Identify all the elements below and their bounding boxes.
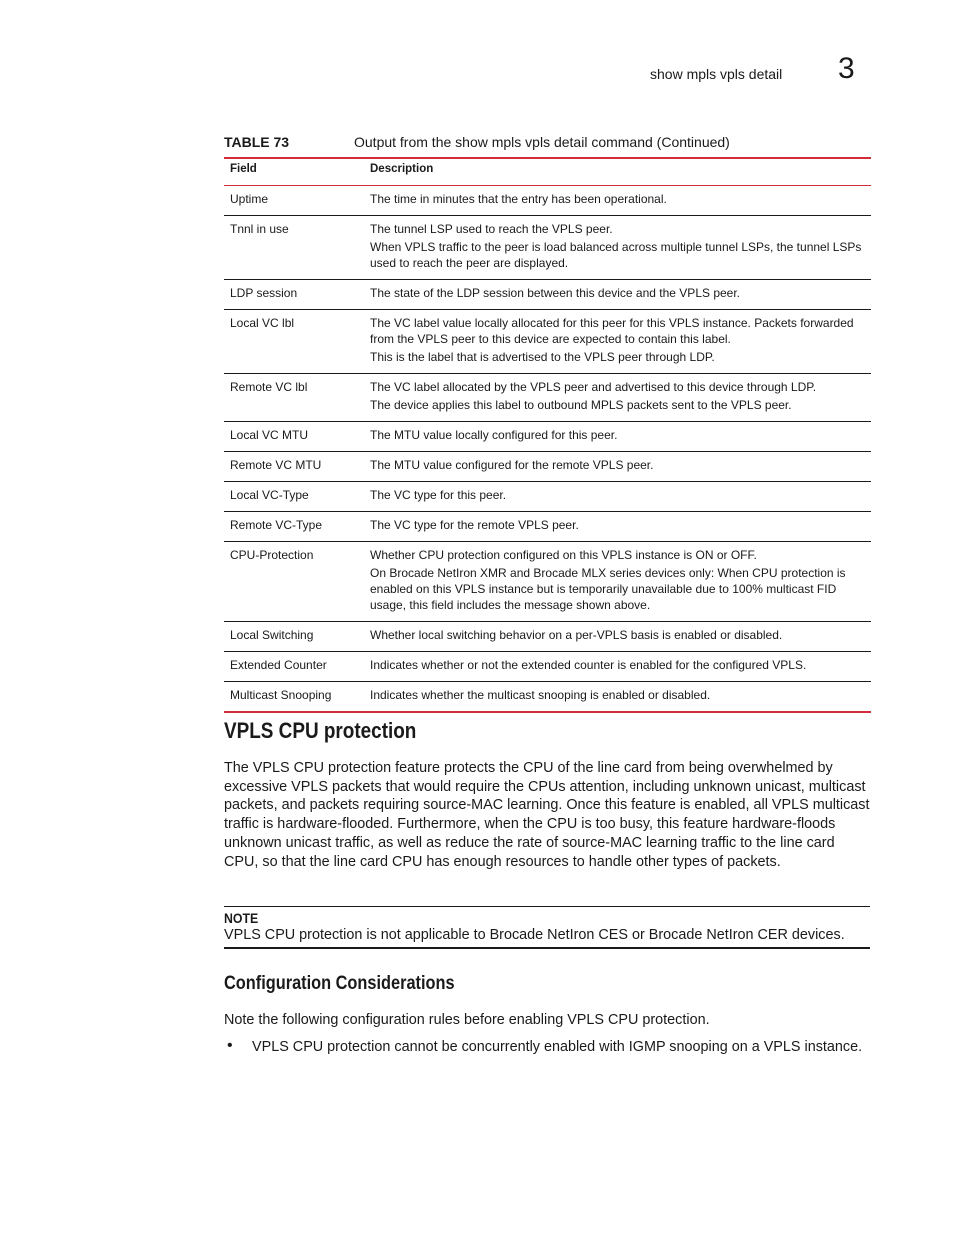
field-cell: Multicast Snooping: [230, 688, 332, 702]
table-title: Output from the show mpls vpls detail command (Continued): [354, 134, 730, 150]
description-paragraph: On Brocade NetIron XMR and Brocade MLX series devices only: When CPU protection is enabled on this VPLS instance but is temporarily unavailable due to 100% multicast FID usage, this field includes the message shown above.: [370, 566, 846, 612]
description-cell: [364, 422, 871, 452]
note-label: NOTE: [224, 910, 259, 926]
field-cell: Remote VC lbl: [230, 380, 308, 394]
description-paragraph: The MTU value configured for the remote VPLS peer.: [370, 458, 654, 472]
bullet-text: VPLS CPU protection cannot be concurrently enabled with IGMP snooping on a VPLS instance.: [252, 1039, 863, 1055]
description-cell: [364, 512, 871, 542]
description-cell: [364, 542, 871, 622]
chapter-number: 3: [838, 52, 855, 85]
description-paragraph: The VC label allocated by the VPLS peer and advertised to this device through LDP.: [370, 380, 817, 394]
table-row: [224, 452, 871, 482]
description-paragraph: Indicates whether or not the extended counter is enabled for the configured VPLS.: [370, 658, 807, 672]
field-cell: Local VC-Type: [230, 488, 309, 502]
table-caption: [224, 134, 870, 150]
description-paragraph: The MTU value locally configured for this peer.: [370, 428, 618, 442]
running-title: show mpls vpls detail: [650, 66, 783, 82]
description-paragraph: Indicates whether the multicast snooping is enabled or disabled.: [370, 688, 711, 702]
field-cell: Local VC MTU: [230, 428, 309, 442]
table-row: [224, 652, 871, 682]
field-cell: LDP session: [230, 286, 298, 300]
field-cell: Tnnl in use: [230, 222, 289, 236]
table-row: [224, 280, 871, 310]
table-row: [224, 512, 871, 542]
description-cell: [364, 374, 871, 422]
table-body: [224, 186, 871, 713]
description-cell: [364, 310, 871, 374]
description-paragraph: This is the label that is advertised to the VPLS peer through LDP.: [370, 350, 715, 364]
section-heading: VPLS CPU protection: [224, 718, 417, 743]
table-header-row: [224, 158, 871, 186]
table-row: [224, 482, 871, 512]
description-paragraph: The state of the LDP session between this device and the VPLS peer.: [370, 286, 741, 300]
field-cell: Local Switching: [230, 628, 314, 642]
table-row: [224, 422, 871, 452]
description-paragraph: Whether local switching behavior on a per-VPLS basis is enabled or disabled.: [370, 628, 783, 642]
table-row: [224, 542, 871, 622]
description-cell: [364, 622, 871, 652]
subsection-heading: Configuration Considerations: [224, 973, 455, 994]
description-paragraph: When VPLS traffic to the peer is load balanced across multiple tunnel LSPs, the tunnel LSPs used to reach the peer are displayed.: [370, 240, 862, 270]
note-box: [224, 906, 870, 949]
field-cell: Local VC lbl: [230, 316, 295, 330]
description-paragraph: The VC type for the remote VPLS peer.: [370, 518, 579, 532]
field-cell: CPU-Protection: [230, 548, 314, 562]
description-paragraph: The VC type for this peer.: [370, 488, 507, 502]
description-paragraph: The device applies this label to outbound MPLS packets sent to the VPLS peer.: [370, 398, 792, 412]
bullet-icon: •: [227, 1037, 233, 1054]
description-paragraph: The VC label value locally allocated for this peer for this VPLS instance. Packets forwarded from the VPLS peer to this device are expected to contain this label.: [370, 316, 854, 346]
table-row: [224, 374, 871, 422]
description-cell: [364, 652, 871, 682]
description-cell: [364, 452, 871, 482]
table-row: [224, 682, 871, 713]
field-cell: Remote VC-Type: [230, 518, 323, 532]
description-cell: [364, 216, 871, 280]
description-cell: [364, 186, 871, 216]
field-cell: Extended Counter: [230, 658, 327, 672]
note-text: VPLS CPU protection is not applicable to Brocade NetIron CES or Brocade NetIron CER devices.: [224, 927, 845, 943]
description-paragraph: The tunnel LSP used to reach the VPLS peer.: [370, 222, 613, 236]
table-row: [224, 310, 871, 374]
table-row: [224, 216, 871, 280]
table-row: [224, 186, 871, 216]
description-paragraph: Whether CPU protection configured on this VPLS instance is ON or OFF.: [370, 548, 757, 562]
table-row: [224, 622, 871, 652]
description-cell: [364, 682, 871, 713]
description-cell: [364, 482, 871, 512]
field-cell: Remote VC MTU: [230, 458, 322, 472]
field-cell: Uptime: [230, 192, 269, 206]
table-label: TABLE 73: [224, 134, 290, 150]
section-paragraph: The VPLS CPU protection feature protects the CPU of the line card from being overwhelmed by excessive VPLS packets that would require the CPUs attention, including unknown unicast, multicast packets, and packets requiring source-MAC learning. Once this feature is enabled, all VPLS multicast traffic is hardware-flooded. Furthermore, when the CPU is too busy, this feature hardware-floods unknown unicast traffic, as well as reduce the rate of source-MAC learning traffic to the line card CPU, so that the line card CPU has enough resources to handle other types of packets.: [224, 760, 870, 870]
subsection-intro: Note the following configuration rules before enabling VPLS CPU protection.: [224, 1012, 710, 1028]
output-fields-table: [224, 157, 871, 713]
description-paragraph: The time in minutes that the entry has been operational.: [370, 192, 667, 206]
description-cell: [364, 280, 871, 310]
column-header-description: Description: [370, 163, 434, 175]
column-header-field: Field: [230, 163, 257, 175]
